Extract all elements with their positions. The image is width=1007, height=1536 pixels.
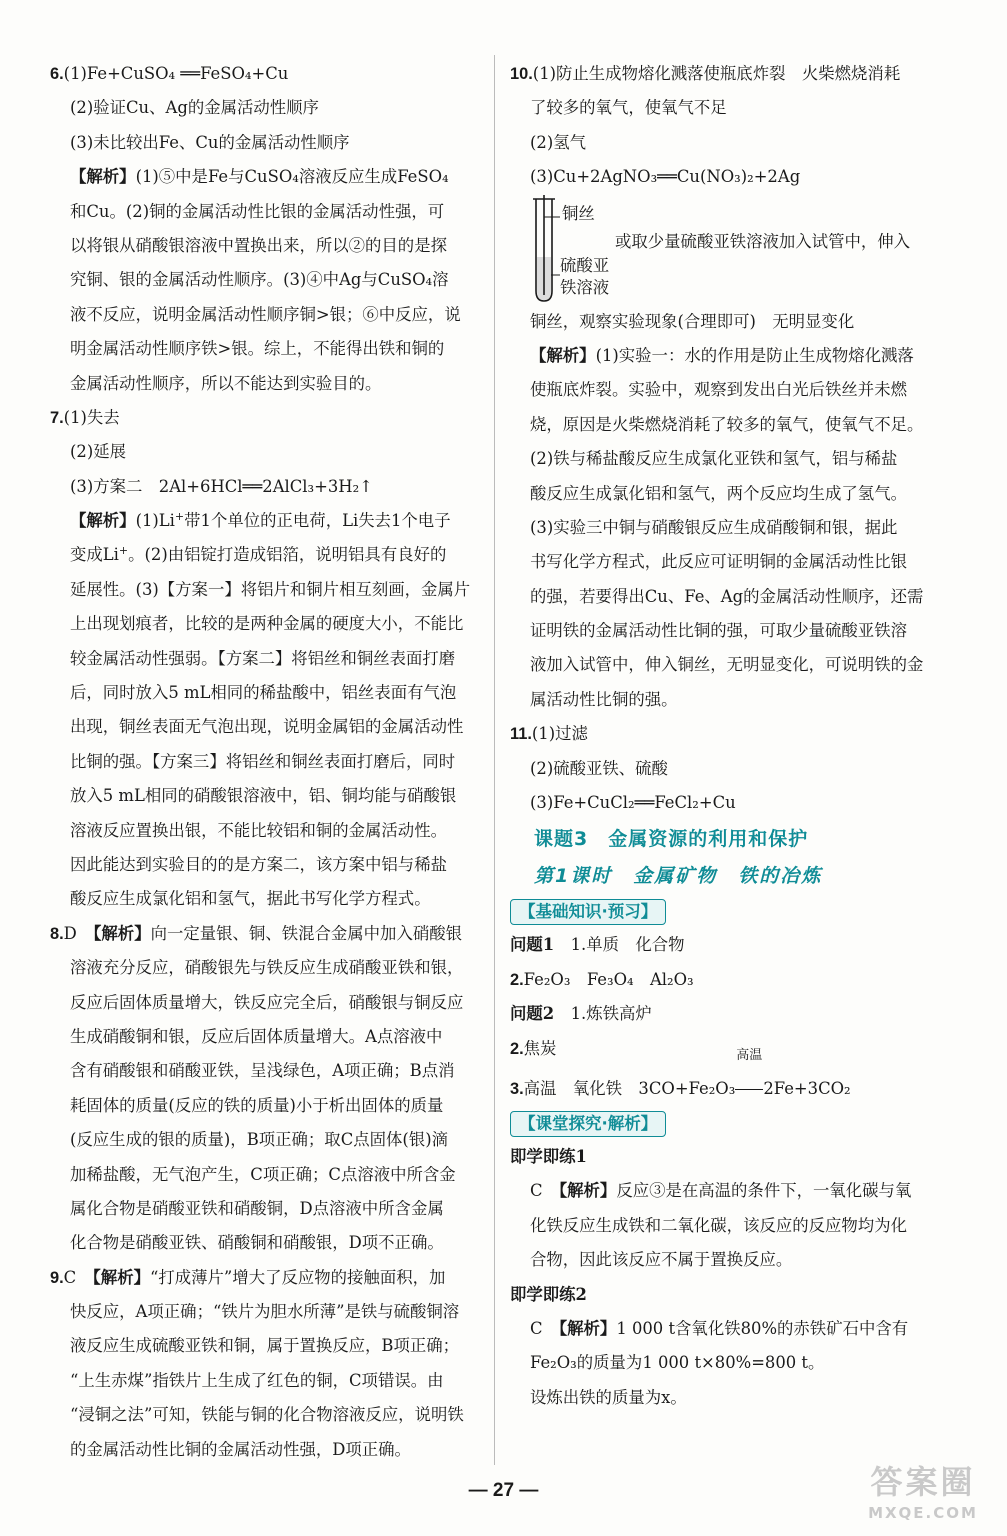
q7-explain-2: 变成Li+。(2)由铝锭打造成铝箔，说明铝具有良好的 xyxy=(70,544,447,565)
ex2-explain-2: Fe₂O₃的质量为1 000 t×80%=800 t。 xyxy=(530,1353,825,1373)
left-column xyxy=(50,57,480,1467)
q7-explain-3: 延展性。(3)【方案一】将铝片和铜片相互刻画，金属片 xyxy=(70,579,471,599)
q10-answer-3: (3)Cu+2AgNO₃══Cu(NO₃)₂+2Ag xyxy=(530,167,801,187)
ex2-explain-3: 设炼出铁的质量为x。 xyxy=(530,1387,687,1407)
q11-answer-2: (2)硫酸亚铁、硫酸 xyxy=(530,758,668,778)
q6-explain-6: 明金属活动性顺序铁>银。综上，不能得出铁和铜的 xyxy=(70,339,445,359)
q10-figure-text: 或取少量硫酸亚铁溶液加入试管中，伸入 xyxy=(615,231,911,251)
q8-explain-6: 耗固体的质量(反应的铁的质量)小于析出固体的质量 xyxy=(70,1095,444,1115)
q8-explain-10: 化合物是硝酸亚铁、硝酸铜和硝酸银，D项不正确。 xyxy=(70,1233,444,1253)
reaction-condition: 高温 xyxy=(735,1066,763,1112)
q10-explain-4: (2)铁与稀盐酸反应生成氯化亚铁和氢气，铝与稀盐 xyxy=(530,449,898,469)
section-title: 课题3 金属资源的利用和保护 xyxy=(534,828,809,851)
q10-explain-2: 使瓶底炸裂。实验中，观察到发出白光后铁丝并未燃 xyxy=(530,380,907,400)
watermark-logo xyxy=(848,1460,998,1530)
q11-answer-1: 11.(1)过滤 xyxy=(510,724,588,744)
p2-line-1: 问题2 1.炼铁高炉 xyxy=(510,1004,652,1024)
q9-explain-2: 快反应，A项正确；“铁片为胆水所薄”是铁与硫酸铜溶 xyxy=(70,1302,460,1322)
q6-answer-1: 6.(1)Fe+CuSO₄ ══FeSO₄+Cu xyxy=(50,64,289,83)
p1-line-2: 2.Fe₂O₃ Fe₃O₄ Al₂O₃ xyxy=(510,969,694,989)
page-number: — 27 — xyxy=(468,1480,539,1501)
q8-explain-8: 加稀盐酸，无气泡产生，C项正确；C点溶液中所含金 xyxy=(70,1164,456,1184)
q10-explain-3: 烧，原因是火柴燃烧消耗了较多的氧气，使氧气不足。 xyxy=(530,414,924,434)
q10-answer-1: 10.(1)防止生成物熔化溅落使瓶底炸裂 火柴燃烧消耗 xyxy=(510,64,901,83)
q7-explain-4: 上出现划痕者，比较的是两种金属的硬度大小，不能比 xyxy=(70,614,464,634)
q7-explain-9: 放入5 mL相同的硝酸银溶液中，铝、铜均能与硝酸银 xyxy=(70,786,457,806)
badge-class-explore: 【课堂探究·解析】 xyxy=(510,1111,666,1137)
solution-label-1: 硫酸亚 xyxy=(560,255,610,275)
q8-explain-5: 含有硝酸银和硝酸亚铁，呈浅绿色，A项正确；B点消 xyxy=(70,1061,455,1081)
q8-explain-1: 8.D 【解析】向一定量银、铜、铁混合金属中加入硝酸银 xyxy=(50,923,463,943)
q9-explain-3: 液反应生成硫酸亚铁和铜，属于置换反应，B项正确； xyxy=(70,1336,460,1356)
q9-explain-4: “上生赤煤”指铁片上生成了红色的铜，C项错误。由 xyxy=(70,1370,444,1390)
q11-answer-3: (3)Fe+CuCl₂══FeCl₂+Cu xyxy=(530,793,736,813)
q7-answer-1: 7.(1)失去 xyxy=(50,407,120,427)
ex1-label: 即学即练1 xyxy=(510,1146,587,1166)
q8-explain-4: 生成硝酸铜和银，反应后固体质量增大。A点溶液中 xyxy=(70,1026,443,1046)
q10-explain-8: 的强，若要得出Cu、Fe、Ag的金属活动性顺序，还需 xyxy=(530,586,924,606)
q10-answer-4: 铜丝，观察实验现象(合理即可) 无明显变化 xyxy=(530,311,855,331)
q10-answer-1b: 了较多的氧气，使氧气不足 xyxy=(530,98,727,118)
q6-explain-5: 液不反应，说明金属活动性顺序铜>银；⑥中反应，说 xyxy=(70,304,461,324)
p2-line-3: 3.高温 氧化铁 3CO+Fe₂O₃ 高温 2Fe+3CO₂ xyxy=(510,1066,930,1106)
q6-answer-3: (3)未比较出Fe、Cu的金属活动性顺序 xyxy=(70,132,350,152)
ex1-explain-2: 化铁反应生成铁和二氧化碳，该反应的反应物均为化 xyxy=(530,1215,907,1235)
q9-explain-1: 9.C 【解析】“打成薄片”增大了反应物的接触面积，加 xyxy=(50,1267,446,1287)
ex1-explain-1: C 【解析】反应③是在高温的条件下，一氧化碳与氧 xyxy=(530,1181,912,1201)
q9-explain-5: “浸铜之法”可知，铁能与铜的化合物溶液反应，说明铁 xyxy=(70,1405,464,1425)
badge-class-explore-row xyxy=(510,1106,930,1140)
copper-wire-label: 铜丝 xyxy=(562,203,595,223)
q10-explain-11: 属活动性比铜的强。 xyxy=(530,689,678,709)
ex1-explain-3: 合物，因此该反应不属于置换反应。 xyxy=(530,1250,793,1270)
q6-explain-4: 究铜、银的金属活动性顺序。(3)④中Ag与CuSO₄溶 xyxy=(70,270,449,290)
lesson-title: 第1课时 金属矿物 铁的冶炼 xyxy=(534,865,823,888)
q10-explain-6: (3)实验三中铜与硝酸银反应生成硝酸铜和银，据此 xyxy=(530,517,898,537)
q9-explain-6: 的金属活动性比铜的金属活动性强，D项正确。 xyxy=(70,1439,411,1459)
q7-explain-5: 较金属活动性强弱。【方案二】将铝丝和铜丝表面打磨 xyxy=(70,648,456,668)
q7-explain-8: 比铜的强。【方案三】将铝丝和铜丝表面打磨后，同时 xyxy=(70,751,456,771)
p2-line-2: 2.焦炭 xyxy=(510,1038,557,1058)
q7-answer-2: (2)延展 xyxy=(70,442,126,462)
solution-label-2: 铁溶液 xyxy=(560,277,610,297)
q10-explain-9: 证明铁的金属活动性比铜的强，可取少量硫酸亚铁溶 xyxy=(530,621,907,641)
q7-explain-11: 因此能达到实验目的的是方案二，该方案中铝与稀盐 xyxy=(70,854,447,874)
q7-explain-6: 后，同时放入5 mL相同的稀盐酸中，铝丝表面有气泡 xyxy=(70,683,457,703)
q7-explain-1: 【解析】(1)Li+带1个单位的正电荷，Li失去1个电子 xyxy=(70,510,451,531)
q10-explain-5: 酸反应生成氯化铝和氢气，两个反应均生成了氢气。 xyxy=(530,483,907,503)
q8-explain-7: (反应生成的银的质量)，B项正确；取C点固体(银)滴 xyxy=(70,1130,448,1150)
q10-figure-row xyxy=(510,195,930,305)
q6-answer-2: (2)验证Cu、Ag的金属活动性顺序 xyxy=(70,98,319,118)
q6-explain-2: 和Cu。(2)铜的金属活动性比银的金属活动性强，可 xyxy=(70,201,445,221)
q7-explain-7: 出现，铜丝表面无气泡出现，说明金属铝的金属活动性 xyxy=(70,717,464,737)
watermark-line-1: 答案圈 xyxy=(870,1463,976,1501)
p1-line-1: 问题1 1.单质 化合物 xyxy=(510,935,685,955)
ex2-label: 即学即练2 xyxy=(510,1284,587,1304)
ex2-explain-1: C 【解析】1 000 t含氧化铁80%的赤铁矿石中含有 xyxy=(530,1318,909,1338)
q6-explain-7: 金属活动性顺序，所以不能达到实验目的。 xyxy=(70,373,382,393)
right-column xyxy=(510,57,930,1415)
q8-explain-2: 溶液充分反应，硝酸银先与铁反应生成硝酸亚铁和银， xyxy=(70,958,464,978)
q10-answer-2: (2)氢气 xyxy=(530,132,586,152)
q8-explain-3: 反应后固体质量增大，铁反应完全后，硝酸银与铜反应 xyxy=(70,992,464,1012)
q6-explain-3: 以将银从硝酸银溶液中置换出来，所以②的目的是探 xyxy=(70,235,447,255)
q8-explain-9: 属化合物是硝酸亚铁和硝酸铜，D点溶液中所含金属 xyxy=(70,1198,444,1218)
q7-explain-10: 溶液反应置换出银，不能比较铝和铜的金属活动性。 xyxy=(70,820,447,840)
q10-explain-1: 【解析】(1)实验一：水的作用是防止生成物熔化溅落 xyxy=(530,345,914,365)
q10-explain-10: 液加入试管中，伸入铜丝，无明显变化，可说明铁的金 xyxy=(530,655,924,675)
q10-explain-7: 书写化学方程式，此反应可证明铜的金属活动性比银 xyxy=(530,552,907,572)
q7-answer-3: (3)方案二 2Al+6HCl══2AlCl₃+3H₂↑ xyxy=(70,476,373,496)
watermark-line-2: MXQE.COM xyxy=(868,1504,978,1522)
column-divider xyxy=(494,55,495,1465)
q7-explain-12: 酸反应生成氯化铝和氢气，据此书写化学方程式。 xyxy=(70,889,431,909)
badge-basic-knowledge-row xyxy=(510,894,930,928)
q6-explain-1: 【解析】(1)⑤中是Fe与CuSO₄溶液反应生成FeSO₄ xyxy=(70,167,449,187)
badge-basic-knowledge: 【基础知识·预习】 xyxy=(510,899,666,925)
